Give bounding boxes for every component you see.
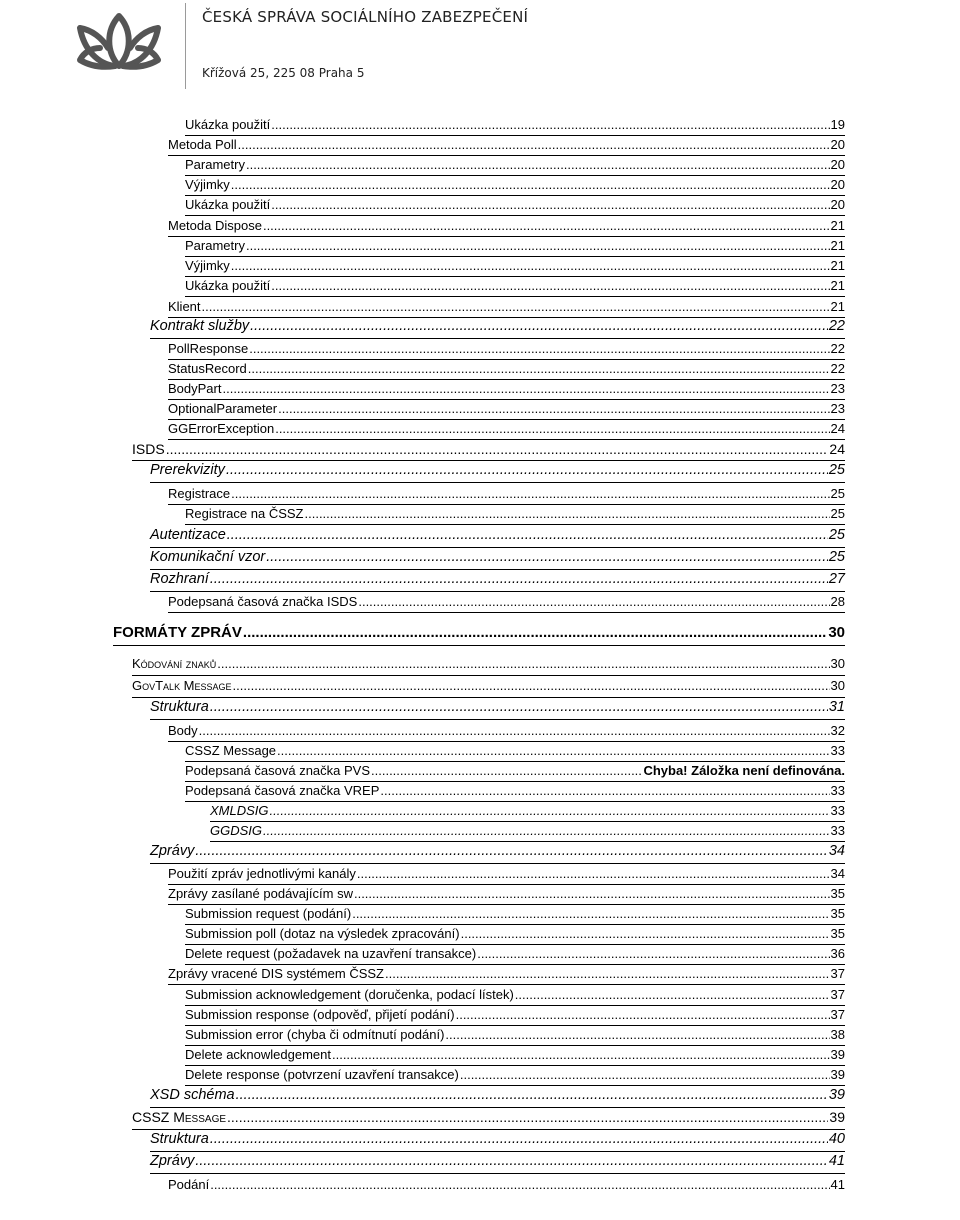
toc-entry[interactable] [132, 1109, 845, 1130]
toc-entry-title: Delete request (požadavek na uzavření transakce) [185, 946, 477, 961]
toc-entry-page: 21 [830, 258, 845, 273]
toc-entry-page: 41 [830, 1177, 845, 1192]
toc-entry-page: 39 [828, 1087, 845, 1103]
toc-entry-page: 33 [830, 823, 845, 838]
toc-entry-page: 35 [830, 886, 845, 901]
toc-entry-page: 23 [830, 381, 845, 396]
toc-entry[interactable] [168, 966, 845, 985]
toc-entry-title: Ukázka použití [185, 117, 271, 132]
toc-entry-page: 22 [830, 341, 845, 356]
toc-entry-page: 21 [830, 238, 845, 253]
toc-entry[interactable] [185, 987, 845, 1006]
toc-entry[interactable] [185, 926, 845, 945]
toc-entry[interactable] [168, 137, 845, 156]
toc-entry-page: 27 [828, 571, 845, 587]
toc-entry-page: 36 [830, 946, 845, 961]
toc-entry-title: Podepsaná časová značka VREP [185, 783, 380, 798]
toc-entry-title: Výjimky [185, 177, 230, 192]
toc-entry-page: 23 [830, 401, 845, 416]
toc-entry-title: Delete response (potvrzení uzavření transakce) [185, 1067, 459, 1082]
toc-entry-title: Podání [168, 1177, 210, 1192]
toc-entry-title: Delete acknowledgement [185, 1047, 331, 1062]
toc-entry[interactable] [132, 678, 845, 698]
toc-entry[interactable] [113, 624, 845, 646]
toc-entry-title: Kontrakt služby [150, 318, 250, 334]
toc-entry[interactable] [168, 486, 845, 505]
toc-entry-title: Metoda Dispose [168, 218, 262, 233]
toc-entry[interactable] [185, 278, 845, 297]
toc-entry-title: Zprávy vracené DIS systémem ČSSZ [168, 966, 384, 981]
toc-entry[interactable] [150, 462, 845, 483]
toc-entry-page: 21 [830, 278, 845, 293]
toc-entry-page: 33 [830, 803, 845, 818]
toc-entry-title: Podepsaná časová značka PVS [185, 763, 371, 778]
toc-entry-page: 30 [828, 624, 845, 641]
toc-entry-title: FORMÁTY ZPRÁV [113, 624, 242, 641]
toc-entry-page: 30 [830, 656, 845, 671]
toc-entry-title: Ukázka použití [185, 278, 271, 293]
toc-entry-page: 35 [830, 926, 845, 941]
toc-entry[interactable] [150, 318, 845, 339]
organization-name: ČESKÁ SPRÁVA SOCIÁLNÍHO ZABEZPEČENÍ [202, 8, 529, 26]
toc-entry[interactable] [185, 258, 845, 277]
toc-entry-title: XMLDSIG [210, 803, 269, 818]
toc-entry[interactable] [168, 594, 845, 613]
toc-entry-page: 39 [830, 1067, 845, 1082]
toc-entry-title: ISDS [132, 441, 165, 457]
toc-entry-page: 30 [830, 678, 845, 693]
toc-entry-page: 33 [830, 743, 845, 758]
toc-entry-title: XSD schéma [150, 1087, 235, 1103]
toc-entry[interactable] [150, 699, 845, 720]
toc-entry-page: 24 [829, 441, 845, 457]
toc-entry-page: 25 [830, 506, 845, 521]
toc-entry[interactable] [185, 743, 845, 762]
toc-entry-page: 31 [828, 699, 845, 715]
toc-entry[interactable] [185, 177, 845, 196]
toc-entry-title: Metoda Poll [168, 137, 237, 152]
toc-entry[interactable] [168, 381, 845, 400]
toc-entry-page: 21 [830, 218, 845, 233]
toc-entry-page: 22 [828, 318, 845, 334]
toc-entry-page: 37 [830, 1007, 845, 1022]
toc-entry-page: 32 [830, 723, 845, 738]
toc-entry-page: 37 [830, 966, 845, 981]
toc-entry-title: OptionalParameter [168, 401, 278, 416]
toc-entry[interactable] [150, 549, 845, 570]
toc-entry[interactable] [185, 157, 845, 176]
toc-entry-title: Výjimky [185, 258, 230, 273]
toc-entry[interactable] [185, 1047, 845, 1066]
toc-entry[interactable] [210, 803, 845, 822]
toc-entry-title: Body [168, 723, 198, 738]
toc-entry[interactable] [168, 866, 845, 885]
toc-entry-title: Klient [168, 299, 201, 314]
toc-entry-page: 39 [830, 1047, 845, 1062]
toc-entry-page: 34 [830, 866, 845, 881]
toc-entry[interactable] [185, 763, 845, 782]
toc-entry-title: Prerekvizity [150, 462, 225, 478]
toc-entry-page: 39 [829, 1109, 845, 1125]
toc-entry[interactable] [168, 886, 845, 905]
toc-entry-title: Zprávy [150, 1153, 195, 1169]
toc-entry[interactable] [168, 401, 845, 420]
toc-entry-page: 22 [830, 361, 845, 376]
toc-entry[interactable] [150, 1087, 845, 1108]
toc-entry-title: Rozhraní [150, 571, 209, 587]
toc-entry-title: Submission acknowledgement (doručenka, podací lístek) [185, 987, 514, 1002]
toc-entry[interactable] [185, 946, 845, 965]
toc-entry-page: Chyba! Záložka není definována. [643, 763, 845, 778]
toc-entry-page: 25 [828, 462, 845, 478]
toc-entry[interactable] [168, 1177, 845, 1196]
toc-entry-title: Použití zpráv jednotlivými kanály [168, 866, 356, 881]
toc-entry-title: PollResponse [168, 341, 249, 356]
toc-entry[interactable] [185, 1007, 845, 1026]
toc-entry-title: GGDSIG [210, 823, 263, 838]
toc-entry-title: Parametry [185, 157, 245, 172]
toc-entry-page: 20 [830, 197, 845, 212]
toc-entry-title: Registrace [168, 486, 231, 501]
toc-entry[interactable] [185, 1067, 845, 1086]
toc-entry-title: Komunikační vzor [150, 549, 266, 565]
toc-entry-title: Kódování znaků [132, 656, 217, 671]
toc-entry-title: Struktura [150, 699, 209, 715]
toc-entry[interactable] [185, 238, 845, 257]
toc-entry[interactable] [185, 1027, 845, 1046]
toc-entry-title: Podepsaná časová značka ISDS [168, 594, 358, 609]
toc-entry-title: Struktura [150, 1131, 209, 1147]
toc-entry-page: 20 [830, 157, 845, 172]
toc-entry-page: 41 [828, 1153, 845, 1169]
toc-entry-page: 33 [830, 783, 845, 798]
toc-entry[interactable] [185, 197, 845, 216]
toc-entry-page: 37 [830, 987, 845, 1002]
toc-entry-page: 40 [828, 1131, 845, 1147]
toc-entry-title: BodyPart [168, 381, 222, 396]
toc-entry-title: Submission poll (dotaz na výsledek zpracování) [185, 926, 460, 941]
toc-entry-title: Autentizace [150, 527, 226, 543]
toc-entry-page: 25 [828, 527, 845, 543]
toc-entry[interactable] [168, 299, 845, 318]
toc-entry-title: Submission response (odpověď, přijetí podání) [185, 1007, 455, 1022]
toc-entry-page: 35 [830, 906, 845, 921]
toc-entry-title: CSSZ Message [185, 743, 277, 758]
toc-entry-title: Parametry [185, 238, 245, 253]
toc-entry-page: 19 [830, 117, 845, 132]
toc-entry-page: 20 [830, 177, 845, 192]
toc-entry-page: 28 [830, 594, 845, 609]
toc-entry-page: 24 [830, 421, 845, 436]
toc-entry[interactable] [168, 361, 845, 380]
toc-entry-title: StatusRecord [168, 361, 247, 376]
toc-entry-page: 21 [830, 299, 845, 314]
toc-entry[interactable] [150, 571, 845, 592]
toc-entry[interactable] [150, 843, 845, 864]
toc-entry[interactable] [210, 823, 845, 842]
toc-entry-page: 25 [830, 486, 845, 501]
toc-entry[interactable] [185, 906, 845, 925]
organization-address: Křížová 25, 225 08 Praha 5 [202, 66, 365, 80]
toc-entry-title: Ukázka použití [185, 197, 271, 212]
toc-entry[interactable] [168, 341, 845, 360]
toc-entry-page: 20 [830, 137, 845, 152]
toc-entry-title: Submission request (podání) [185, 906, 352, 921]
toc-entry-title: Zprávy zasílané podávajícím sw [168, 886, 353, 901]
toc-entry-title: Submission error (chyba či odmítnutí podání) [185, 1027, 445, 1042]
toc-entry-page: 38 [830, 1027, 845, 1042]
toc-entry-page: 34 [828, 843, 845, 859]
toc-entry[interactable] [185, 783, 845, 802]
toc-entry[interactable] [132, 441, 845, 461]
toc-entry[interactable] [168, 421, 845, 440]
toc-entry[interactable] [168, 218, 845, 237]
toc-entry[interactable] [132, 656, 845, 676]
toc-entry-title: CSSZ Message [132, 1109, 227, 1125]
toc-entry[interactable] [150, 1131, 845, 1152]
toc-entry-page: 25 [828, 549, 845, 565]
toc-entry-title: GovTalk Message [132, 678, 232, 693]
toc-entry[interactable] [185, 117, 845, 136]
toc-entry-title: Zprávy [150, 843, 195, 859]
toc-entry-title: GGErrorException [168, 421, 275, 436]
toc-entry-title: Registrace na ČSSZ [185, 506, 304, 521]
toc-entry[interactable] [150, 527, 845, 548]
toc-entry[interactable] [185, 506, 845, 525]
toc-entry[interactable] [150, 1153, 845, 1174]
toc-entry[interactable] [168, 723, 845, 742]
